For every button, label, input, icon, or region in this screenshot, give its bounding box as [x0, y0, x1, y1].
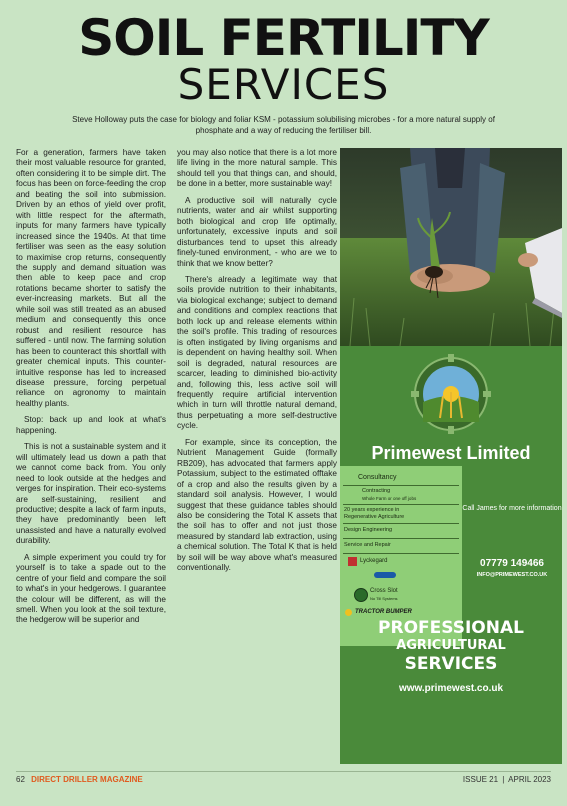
- headline-main: SOIL FERTILITY: [78, 9, 489, 67]
- standfirst-line-2: phosphate and a way of reducing the fertiliser bill.: [195, 126, 372, 135]
- issue-number: ISSUE 21: [462, 775, 499, 784]
- primewest-logo-icon: [340, 346, 562, 446]
- separator: |: [502, 775, 505, 784]
- paragraph: This is not a sustainable system and it will ultimately lead us down a path that we cannot come back from. You only need to look outside at the hedges and verges for inspiration. Their eco-systems are self-sustaining, resilient and productive; despite a lack of farm inputs, they have predominantly been left unassisted and have a naturally evolved durability.: [16, 442, 166, 546]
- website-link[interactable]: www.primewest.co.uk: [398, 683, 504, 694]
- call-to-action: Call James for more information: [462, 505, 562, 512]
- lyckegard-logo-icon: [348, 557, 357, 566]
- tractor-bumper-label: TRACTOR BUMPER: [355, 609, 412, 615]
- paragraph: There's already a legitimate way that soils provide nutrition to their inhabitants, via biological exchange; subject to demand and conditions and complex reactions that both lock up and release elements within the soil's profile. This trading of resources is often instigated by living organisms and is dependent on having healthy soil. When soil is degraded, natural resources are scarcer, leading to diminished bio-activity and, following this, less active soil will frequently require artificial intervention which in turn will throttle natural demand, thus perpetuating a more self-destructive cycle.: [177, 274, 337, 431]
- cross-slot-label: Cross Slot: [370, 588, 398, 594]
- service-title: Contracting: [362, 488, 391, 494]
- paragraph: A simple experiment you could try for yourself is to take a spade out to the centre of your field and compare the soil to what's in your hedgerows. I guarantee the colour will be different, as will the smell. When you look at the soil texture, the hedgerow will be superior and: [16, 552, 166, 625]
- hands-soil-photo: [340, 148, 562, 346]
- service-item: [344, 507, 458, 521]
- footer-right: [463, 775, 551, 784]
- consultancy-label: Consultancy: [358, 474, 397, 481]
- brand-cross-slot: [370, 588, 484, 603]
- standfirst: [30, 114, 537, 136]
- service-title: 20 years experience in: [344, 507, 400, 513]
- headline-line: SERVICES: [404, 654, 498, 674]
- service-item: Design Engineering: [344, 527, 393, 533]
- divider: [343, 553, 459, 554]
- service-item: Service and Repair: [344, 542, 391, 548]
- headline-line: PROFESSIONAL: [378, 618, 524, 638]
- service-detail: Whole Farm or one off jobs: [362, 496, 417, 501]
- headline-line: AGRICULTURAL: [396, 638, 506, 653]
- primewest-advert: [340, 346, 562, 764]
- divider: [343, 523, 459, 524]
- phone-number[interactable]: 07779 149466: [480, 558, 544, 569]
- page-number: 62: [16, 775, 25, 784]
- email-address[interactable]: INFO@PRIMEWEST.CO.UK: [476, 572, 548, 578]
- tractor-bumper-strip: [343, 608, 459, 618]
- paragraph: For a generation, farmers have taken their most valuable resource for granted, often considering it to be simple dirt. The focus has been on force-feeding the crop and beating the soil into submission. Driven by an ethos of yield over profit, with little respect for the aftermath, inputs for many farmers have typically increased since the 1940s. At that time fertiliser was seen as the easy solution to maximise crop returns, consequently the supply and demand situation was then able to keep pace and crop rotations became shorter to satisfy the ever-increasing markets. But all the while soil was still treated as an abused medium and consequently this once robust and resilient resource has suffered - until now. The farming solution has been to counteract this shortfall with greater chemical inputs. This counter-intuitive response has led to increased disease pressure, forcing perpetual reliance on agronomy to maintain healthy plants.: [16, 148, 166, 408]
- paragraph: A productive soil will naturally cycle nutrients, water and air whilst supporting both biological and crop life optimally, unfortunately, excessive inputs and soil disturbances tend to upset this already finely-tuned environment, - who are we to think that we know better?: [177, 195, 337, 268]
- headline-sub: SERVICES: [177, 60, 390, 109]
- footer-divider: [16, 771, 551, 772]
- footer-left: [16, 775, 143, 784]
- cross-slot-sub: No Till Systems: [370, 596, 398, 601]
- paragraph: For example, since its conception, the Nutrient Management Guide (formally RB209), has advocated that farmers apply Potassium, subject to the estimated offtake of a crop and also the results given by a standard soil analysis. However, I would suggest that these guidance tables should also be considering the Total K assets that the soil has to offer and not just those measured by standard lab extraction, using a chemical solution. The Total K that is held by soil will be way above what's measured conventionally.: [177, 437, 337, 573]
- divider: [343, 504, 459, 505]
- article-column-1: [16, 148, 166, 632]
- issue-date: APRIL 2023: [508, 775, 551, 784]
- amazone-logo-icon: [374, 572, 396, 578]
- paragraph: Stop: back up and look at what's happening.: [16, 415, 166, 435]
- service-detail: Regenerative Agriculture: [344, 514, 405, 520]
- cross-slot-logo-icon: [354, 588, 368, 602]
- divider: [343, 485, 459, 486]
- tractor-bumper-logo-icon: [345, 609, 352, 616]
- service-item: [362, 488, 476, 503]
- article-column-2: [177, 148, 337, 580]
- photo-illustration: [340, 148, 562, 346]
- standfirst-line-1: Steve Holloway puts the case for biology and foliar KSM - potassium solubilising microbes - for a more natural supply of: [72, 115, 495, 124]
- divider: [343, 538, 459, 539]
- paragraph: you may also notice that there is a lot more life living in the more natural sample. This should tell you that things can, and should, be done in a better, more sustainable way!: [177, 148, 337, 189]
- ad-headline: [340, 618, 562, 674]
- magazine-name: DIRECT DRILLER MAGAZINE: [31, 775, 143, 784]
- brand-lyckegard: Lyckegard: [360, 558, 388, 564]
- company-name: Primewest Limited: [371, 443, 531, 463]
